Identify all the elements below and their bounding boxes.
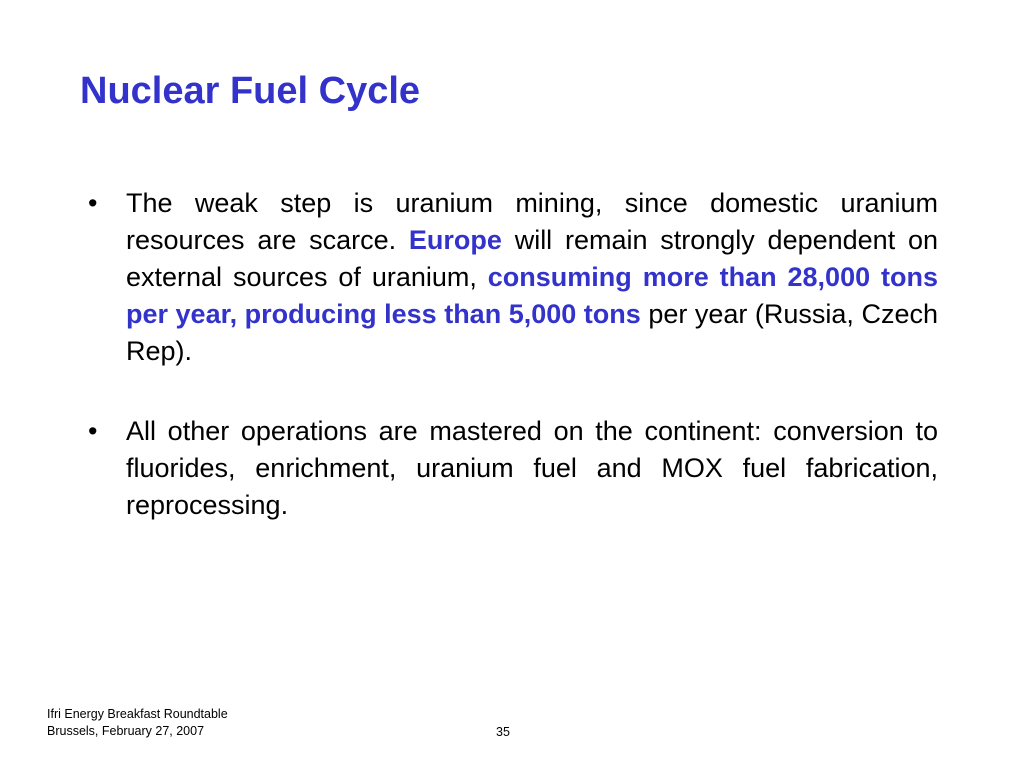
bullet-symbol: • (88, 416, 98, 446)
page-number: 35 (496, 725, 510, 739)
highlight-consumption: consuming more than 28,000 tons per year, producing less than 5,000 tons (126, 262, 938, 329)
bullet-item (82, 413, 938, 524)
bullet-list (82, 185, 938, 524)
bullet-text-segment: per year (Russia, Czech Rep). (126, 299, 938, 366)
bullet-item (82, 185, 938, 370)
bullet-text-segment: All other operations are mastered on the continent: conversion to fluorides, enrichment, uranium fuel and MOX fuel fabrication, reprocessing. (126, 416, 938, 520)
slide-title: Nuclear Fuel Cycle (80, 70, 421, 112)
bullet-symbol: • (88, 188, 98, 218)
footer-event: Ifri Energy Breakfast Roundtable (47, 707, 228, 721)
footer-info (47, 706, 228, 740)
bullet-text-segment: The weak step is uranium mining, since domestic uranium resources are scarce. (126, 188, 938, 255)
highlight-europe: Europe (408, 225, 502, 255)
footer-date: Brussels, February 27, 2007 (47, 724, 205, 738)
bullet-text-segment: will remain strongly dependent on external sources of uranium, (126, 225, 938, 292)
